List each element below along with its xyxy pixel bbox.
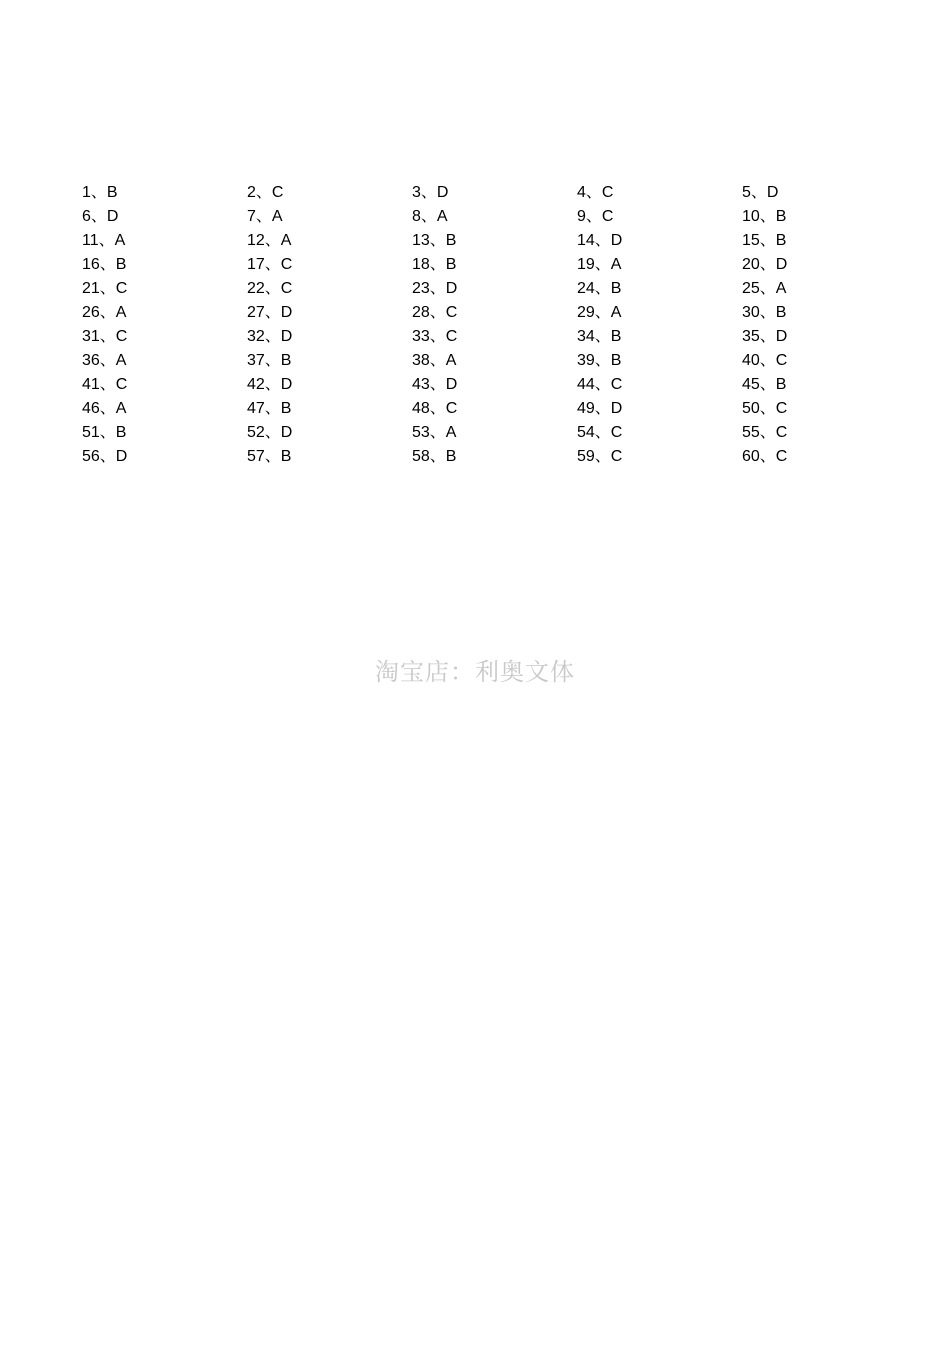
answer-item: 30、B: [742, 304, 787, 321]
answer-item: 37、B: [247, 352, 292, 369]
answer-item: 40、C: [742, 352, 788, 369]
answer-item: 60、C: [742, 448, 788, 465]
answer-item: 8、A: [412, 208, 448, 225]
answer-item: 15、B: [742, 232, 787, 249]
answer-item: 24、B: [577, 280, 622, 297]
answer-item: 28、C: [412, 304, 458, 321]
answer-item: 32、D: [247, 328, 293, 345]
answer-item: 58、B: [412, 448, 457, 465]
answer-item: 57、B: [247, 448, 292, 465]
answer-item: 38、A: [412, 352, 457, 369]
answer-item: 29、A: [577, 304, 622, 321]
answer-item: 39、B: [577, 352, 622, 369]
answer-item: 35、D: [742, 328, 788, 345]
answer-item: 18、B: [412, 256, 457, 273]
answer-item: 13、B: [412, 232, 457, 249]
answer-item: 31、C: [82, 328, 128, 345]
answer-item: 2、C: [247, 184, 284, 201]
answer-item: 7、A: [247, 208, 283, 225]
answer-item: 46、A: [82, 400, 127, 417]
answer-item: 52、D: [247, 424, 293, 441]
answer-item: 45、B: [742, 376, 787, 393]
answer-key-grid: [82, 181, 862, 469]
answer-item: 21、C: [82, 280, 128, 297]
answer-item: 11、A: [82, 232, 126, 249]
answer-item: 33、C: [412, 328, 458, 345]
answer-item: 50、C: [742, 400, 788, 417]
answer-item: 55、C: [742, 424, 788, 441]
answer-item: 4、C: [577, 184, 614, 201]
answer-item: 27、D: [247, 304, 293, 321]
shop-watermark: 淘宝店：利奥文体: [375, 658, 575, 686]
answer-item: 47、B: [247, 400, 292, 417]
answer-item: 10、B: [742, 208, 787, 225]
answer-item: 34、B: [577, 328, 622, 345]
answer-item: 17、C: [247, 256, 293, 273]
answer-item: 23、D: [412, 280, 458, 297]
answer-item: 9、C: [577, 208, 614, 225]
answer-item: 43、D: [412, 376, 458, 393]
answer-item: 16、B: [82, 256, 127, 273]
answer-item: 54、C: [577, 424, 623, 441]
answer-item: 44、C: [577, 376, 623, 393]
answer-item: 19、A: [577, 256, 622, 273]
answer-item: 51、B: [82, 424, 127, 441]
answer-item: 41、C: [82, 376, 128, 393]
answer-item: 49、D: [577, 400, 623, 417]
answer-item: 48、C: [412, 400, 458, 417]
answer-item: 6、D: [82, 208, 119, 225]
answer-item: 5、D: [742, 184, 779, 201]
answer-item: 22、C: [247, 280, 293, 297]
answer-item: 26、A: [82, 304, 127, 321]
answer-item: 36、A: [82, 352, 127, 369]
answer-item: 1、B: [82, 184, 118, 201]
answer-item: 42、D: [247, 376, 293, 393]
answer-item: 20、D: [742, 256, 788, 273]
answer-item: 59、C: [577, 448, 623, 465]
answer-item: 3、D: [412, 184, 449, 201]
answer-item: 12、A: [247, 232, 292, 249]
answer-item: 25、A: [742, 280, 787, 297]
answer-item: 56、D: [82, 448, 128, 465]
answer-item: 53、A: [412, 424, 457, 441]
answer-item: 14、D: [577, 232, 623, 249]
